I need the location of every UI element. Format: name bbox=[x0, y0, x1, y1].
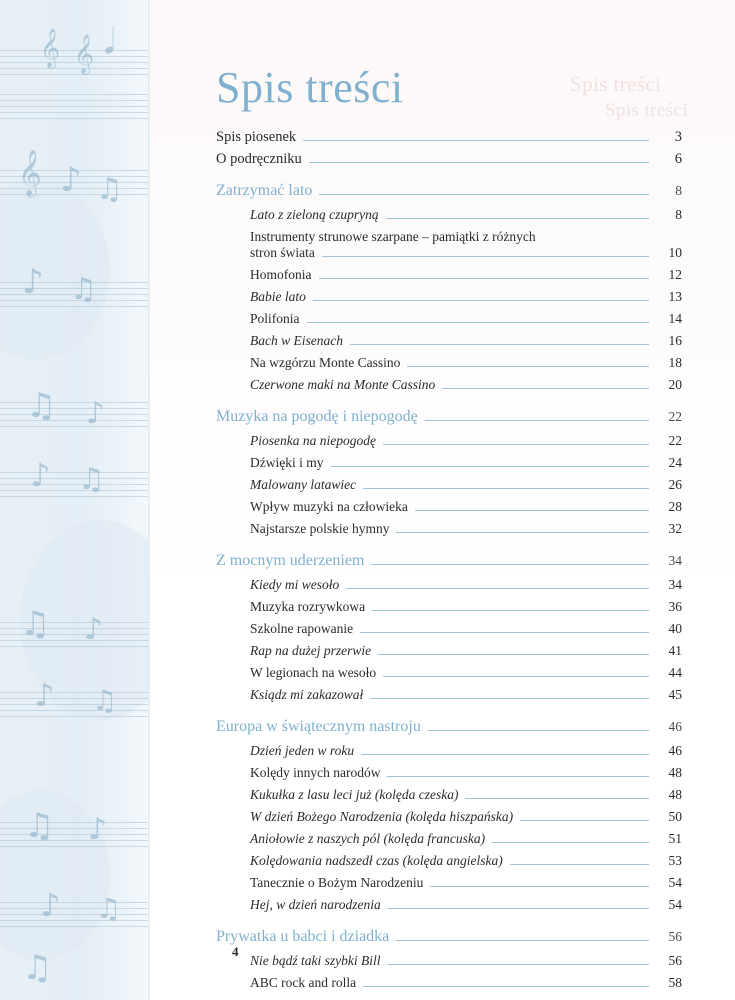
toc-entry[interactable] bbox=[216, 522, 682, 537]
beamed-notes-icon: ♫ bbox=[96, 172, 123, 207]
decorative-music-score-band bbox=[0, 0, 150, 1000]
toc-entry[interactable] bbox=[216, 500, 682, 515]
toc-entry[interactable] bbox=[216, 208, 682, 223]
toc-page-number: 13 bbox=[668, 288, 682, 304]
toc-page-number: 32 bbox=[668, 520, 682, 536]
toc-leader-line bbox=[510, 863, 649, 865]
toc-page-number: 28 bbox=[668, 498, 682, 514]
toc-entry[interactable] bbox=[216, 854, 682, 869]
toc-page-number: 20 bbox=[668, 376, 682, 392]
toc-entry-label: Szkolne rapowanie bbox=[250, 620, 354, 636]
beamed-notes-icon: ♫ bbox=[24, 806, 55, 846]
toc-entry[interactable] bbox=[216, 578, 682, 593]
toc-entry-label: Lato z zieloną czupryną bbox=[250, 207, 379, 222]
toc-section-label: Europa w świątecznym nastroju bbox=[216, 717, 421, 735]
toc-entry[interactable] bbox=[216, 312, 682, 327]
eighth-note-icon: ♪ bbox=[40, 886, 61, 924]
toc-page-number: 36 bbox=[668, 598, 682, 614]
toc-entry-label: Kolędy innych narodów bbox=[250, 764, 381, 780]
toc-entry[interactable] bbox=[216, 876, 682, 891]
toc-page-number: 44 bbox=[668, 664, 682, 680]
toc-leader-line bbox=[360, 631, 649, 633]
toc-entry[interactable] bbox=[216, 688, 682, 703]
toc-page-number: 8 bbox=[675, 183, 682, 198]
toc-leader-line bbox=[331, 465, 650, 467]
toc-page-number: 53 bbox=[668, 852, 682, 868]
toc-leader-line bbox=[386, 217, 649, 219]
toc-entry[interactable] bbox=[216, 666, 682, 681]
toc-entry[interactable] bbox=[216, 600, 682, 615]
toc-entry-label: Dzień jeden w roku bbox=[250, 742, 355, 758]
toc-entry-label: Babie lato bbox=[250, 288, 306, 304]
eighth-note-icon: ♪ bbox=[30, 456, 51, 494]
toc-section-label: Zatrzymać lato bbox=[216, 182, 313, 199]
toc-leader-line bbox=[383, 443, 649, 445]
toc-entry-label: Spis piosenek bbox=[216, 129, 297, 145]
eighth-note-icon: ♪ bbox=[86, 396, 106, 431]
toc-page-number: 12 bbox=[668, 266, 682, 282]
beamed-notes-icon: ♫ bbox=[78, 462, 105, 497]
toc-page-number: 34 bbox=[668, 576, 682, 592]
toc-entry[interactable] bbox=[216, 456, 682, 471]
page-number-folio: 4 bbox=[232, 944, 239, 959]
toc-leader-line bbox=[372, 609, 649, 611]
ghost-showthrough-text-2: Spis treści bbox=[605, 100, 689, 121]
toc-page-number: 48 bbox=[668, 764, 682, 780]
page-title: Spis treści bbox=[216, 63, 404, 112]
toc-page-number: 48 bbox=[668, 786, 682, 802]
table-of-contents bbox=[216, 130, 682, 998]
quarter-note-icon: 𝅘𝅥 bbox=[104, 22, 115, 62]
toc-leader-line bbox=[430, 885, 649, 887]
toc-page-number: 56 bbox=[668, 952, 682, 968]
toc-page-number: 3 bbox=[674, 129, 682, 145]
ghost-showthrough-text-1: Spis treści bbox=[570, 72, 662, 96]
toc-leader-line bbox=[309, 161, 649, 163]
toc-leader-line bbox=[388, 907, 649, 909]
staff-lines bbox=[0, 690, 150, 724]
toc-leader-line bbox=[370, 697, 649, 699]
staff-lines bbox=[0, 470, 150, 504]
beamed-notes-icon: ♫ bbox=[22, 948, 53, 988]
toc-entry[interactable] bbox=[216, 434, 682, 449]
toc-section-entry[interactable] bbox=[216, 719, 682, 735]
toc-entry[interactable] bbox=[216, 766, 682, 781]
toc-entry-label: W dzień Bożego Narodzenia (kolęda hiszpańska) bbox=[250, 808, 514, 824]
toc-entry-label: Hej, w dzień narodzenia bbox=[250, 896, 381, 912]
toc-section-label: Muzyka na pogodę i niepogodę bbox=[216, 407, 418, 425]
toc-section-label: Prywatka u babci i dziadka bbox=[216, 927, 390, 945]
toc-leader-line bbox=[425, 419, 649, 421]
eighth-note-icon: 𝄞 bbox=[40, 28, 61, 68]
toc-leader-line bbox=[442, 387, 649, 389]
toc-entry-label: Aniołowie z naszych pól (kolęda francuska) bbox=[250, 830, 486, 846]
toc-entry-label: Kolędowania nadszedł czas (kolęda angielska) bbox=[250, 852, 503, 868]
toc-leader-line bbox=[465, 797, 649, 799]
toc-entry-label: Malowany latawiec bbox=[250, 476, 357, 492]
toc-entry[interactable] bbox=[216, 334, 682, 349]
toc-leader-line bbox=[319, 193, 649, 195]
toc-entry-label: Na wzgórzu Monte Cassino bbox=[250, 354, 401, 370]
toc-leader-line bbox=[322, 255, 649, 257]
toc-page-number: 22 bbox=[668, 432, 682, 448]
eighth-note-icon: ♪ bbox=[84, 612, 104, 647]
toc-entry[interactable] bbox=[216, 954, 682, 969]
toc-entry-label: Dźwięki i my bbox=[250, 454, 324, 470]
toc-leader-line bbox=[396, 939, 649, 941]
toc-entry-label: Bach w Eisenach bbox=[250, 332, 343, 348]
toc-leader-line bbox=[387, 775, 649, 777]
staff-lines bbox=[0, 400, 150, 434]
toc-page-number: 51 bbox=[668, 830, 682, 846]
toc-page-number: 54 bbox=[668, 874, 682, 890]
beamed-notes-icon: ♫ bbox=[96, 892, 122, 925]
toc-page-number: 40 bbox=[668, 620, 682, 636]
staff-lines bbox=[0, 900, 150, 934]
toc-entry-label: Homofonia bbox=[250, 266, 312, 282]
toc-page-number: 24 bbox=[668, 454, 682, 470]
toc-entry-label: W legionach na wesoło bbox=[250, 664, 377, 680]
toc-section-entry[interactable] bbox=[216, 183, 682, 199]
toc-entry-label: Wpływ muzyki na człowieka bbox=[250, 498, 408, 514]
toc-leader-line bbox=[371, 563, 649, 565]
toc-entry[interactable] bbox=[216, 130, 682, 145]
toc-page-number: 46 bbox=[668, 742, 682, 758]
toc-leader-line bbox=[383, 675, 649, 677]
toc-page-number: 26 bbox=[668, 476, 682, 492]
toc-leader-line bbox=[396, 531, 649, 533]
eighth-note-icon: ♪ bbox=[34, 676, 55, 714]
toc-page-number: 50 bbox=[668, 808, 682, 824]
toc-entry-label: Kukułka z lasu leci już (kolęda czeska) bbox=[250, 786, 459, 802]
treble-clef-icon: 𝄞 bbox=[18, 150, 42, 196]
toc-entry-label: Rap na dużej przerwie bbox=[250, 642, 372, 658]
toc-page-number: 34 bbox=[668, 552, 682, 568]
page-content bbox=[150, 0, 735, 1000]
toc-entry[interactable] bbox=[216, 976, 682, 991]
toc-leader-line bbox=[378, 653, 649, 655]
toc-leader-line bbox=[428, 729, 649, 731]
toc-leader-line bbox=[346, 587, 649, 589]
toc-page-number: 45 bbox=[668, 686, 682, 702]
toc-entry-label: Piosenka na niepogodę bbox=[250, 432, 376, 448]
toc-leader-line bbox=[363, 487, 649, 489]
toc-entry[interactable] bbox=[216, 356, 682, 371]
toc-section-entry[interactable] bbox=[216, 553, 682, 569]
toc-entry[interactable] bbox=[216, 378, 682, 393]
toc-entry-label: Instrumenty strunowe szarpane – pamiątki z różnych bbox=[250, 229, 536, 244]
toc-entry-label: Tanecznie o Bożym Narodzeniu bbox=[250, 874, 424, 890]
toc-page-number: 18 bbox=[668, 354, 682, 370]
toc-entry-label: Kiedy mi wesoło bbox=[250, 576, 340, 592]
toc-leader-line bbox=[363, 985, 649, 987]
toc-page-number: 46 bbox=[668, 718, 682, 734]
toc-entry[interactable] bbox=[216, 290, 682, 305]
toc-leader-line bbox=[303, 139, 649, 141]
toc-entry-line[interactable] bbox=[216, 230, 682, 244]
toc-entry-label: Czerwone maki na Monte Cassino bbox=[250, 376, 436, 392]
decorative-blob bbox=[0, 180, 110, 360]
toc-entry[interactable] bbox=[216, 268, 682, 283]
toc-page-number: 22 bbox=[668, 408, 682, 424]
toc-entry[interactable] bbox=[216, 246, 682, 261]
staff-lines bbox=[0, 820, 150, 854]
toc-entry[interactable] bbox=[216, 898, 682, 913]
toc-page-number: 54 bbox=[668, 896, 682, 912]
toc-entry-label: Najstarsze polskie hymny bbox=[250, 520, 390, 536]
toc-page-number: 56 bbox=[668, 928, 682, 944]
toc-leader-line bbox=[361, 753, 649, 755]
staff-lines bbox=[0, 92, 150, 126]
toc-entry-label: Nie bądź taki szybki Bill bbox=[250, 952, 381, 968]
toc-leader-line bbox=[520, 819, 649, 821]
toc-entry[interactable] bbox=[216, 832, 682, 847]
eighth-note-icon: ♪ bbox=[60, 160, 82, 200]
toc-entry-label: Muzyka rozrywkowa bbox=[250, 598, 366, 614]
toc-page-number: 16 bbox=[668, 332, 682, 348]
toc-leader-line bbox=[313, 299, 649, 301]
beamed-notes-icon: ♫ bbox=[92, 684, 118, 717]
toc-page-number: 6 bbox=[674, 151, 682, 167]
beamed-notes-icon: ♫ bbox=[26, 386, 57, 426]
toc-entry[interactable] bbox=[216, 622, 682, 637]
eighth-note-icon: ♪ bbox=[88, 812, 108, 847]
toc-entry[interactable] bbox=[216, 644, 682, 659]
toc-leader-line bbox=[415, 509, 649, 511]
toc-leader-line bbox=[319, 277, 650, 279]
toc-entry-label-continued: stron świata bbox=[250, 244, 315, 260]
toc-entry[interactable] bbox=[216, 478, 682, 493]
toc-section-entry[interactable] bbox=[216, 929, 682, 945]
toc-leader-line bbox=[492, 841, 649, 843]
toc-entry[interactable] bbox=[216, 744, 682, 759]
toc-page-number: 58 bbox=[668, 974, 682, 990]
toc-entry[interactable] bbox=[216, 788, 682, 803]
toc-page-number: 41 bbox=[668, 642, 682, 658]
toc-page-number: 8 bbox=[675, 207, 682, 222]
toc-leader-line bbox=[388, 963, 650, 965]
toc-entry-label: O podręczniku bbox=[216, 151, 302, 167]
toc-page-number: 10 bbox=[668, 244, 682, 260]
toc-entry-label: ABC rock and rolla bbox=[250, 974, 357, 990]
beamed-notes-icon: ♫ bbox=[70, 272, 97, 307]
beamed-notes-icon: ♫ bbox=[20, 604, 51, 644]
toc-entry[interactable] bbox=[216, 810, 682, 825]
toc-page-number: 14 bbox=[668, 310, 682, 326]
eighth-note-icon: 𝄞 bbox=[74, 34, 95, 74]
toc-entry-label: Polifonia bbox=[250, 310, 300, 326]
eighth-note-icon: ♪ bbox=[22, 262, 44, 302]
toc-leader-line bbox=[307, 321, 650, 323]
toc-section-label: Z mocnym uderzeniem bbox=[216, 551, 365, 569]
toc-leader-line bbox=[407, 365, 649, 367]
toc-entry-label: Ksiądz mi zakazował bbox=[250, 686, 364, 702]
toc-section-entry[interactable] bbox=[216, 409, 682, 425]
toc-leader-line bbox=[350, 343, 649, 345]
toc-entry[interactable] bbox=[216, 152, 682, 167]
